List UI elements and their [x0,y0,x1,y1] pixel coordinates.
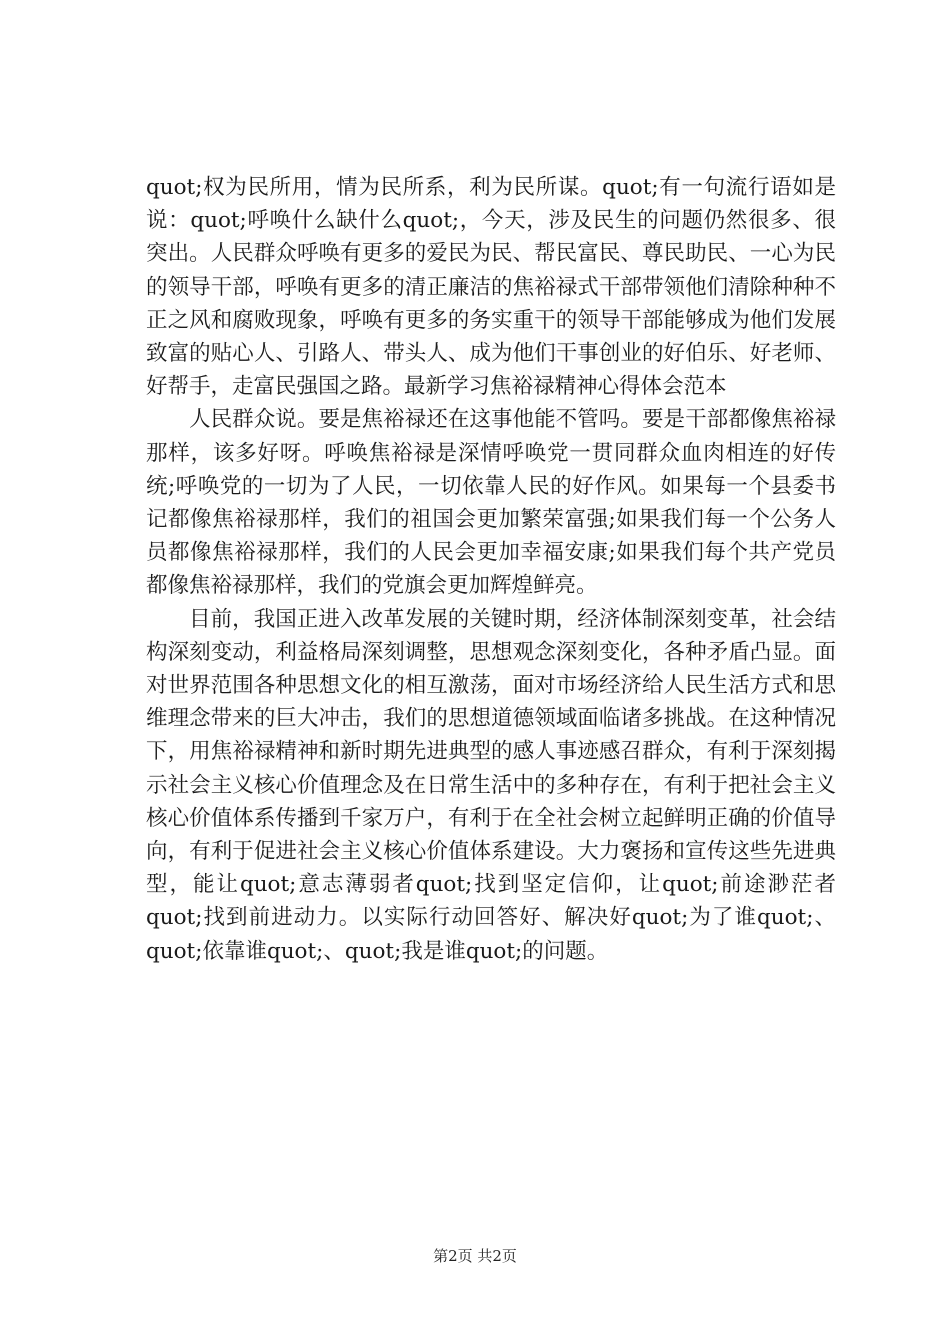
paragraph-1: quot;权为民所用，情为民所系，利为民所谋。quot;有一句流行语如是说：quot;呼唤什么缺什么quot;，今天，涉及民生的问题仍然很多、很突出。人民群众呼唤有更多的爱民为民、帮民富民、尊民助民、一心为民的领导干部，呼唤有更多的清正廉洁的焦裕禄式干部带领他们清除种种不正之风和腐败现象，呼唤有更多的务实重干的领导干部能够成为他们发展致富的贴心人、引路人、带头人、成为他们干事创业的好伯乐、好老师、好帮手，走富民强国之路。最新学习焦裕禄精神心得体会范本 [146,175,836,400]
paragraph-3: 目前，我国正进入改革发展的关键时期，经济体制深刻变革，社会结构深刻变动，利益格局深刻调整，思想观念深刻变化，各种矛盾凸显。面对世界范围各种思想文化的相互激荡，面对市场经济给人民生活方式和思维理念带来的巨大冲击，我们的思想道德领域面临诸多挑战。在这种情况下，用焦裕禄精神和新时期先进典型的感人事迹感召群众，有利于深刻揭示社会主义核心价值理念及在日常生活中的多种存在，有利于把社会主义核心价值体系传播到千家万户，有利于在全社会树立起鲜明正确的价值导向，有利于促进社会主义核心价值体系建设。大力褒扬和宣传这些先进典型，能让quot;意志薄弱者quot;找到坚定信仰，让quot;前途渺茫者quot;找到前进动力。以实际行动回答好、解决好quot;为了谁quot;、quot;依靠谁quot;、quot;我是谁quot;的问题。 [146,606,836,964]
paragraph-2: 人民群众说。要是焦裕禄还在这事他能不管吗。要是干部都像焦裕禄那样，该多好呀。呼唤焦裕禄是深情呼唤党一贯同群众血肉相连的好传统;呼唤党的一切为了人民，一切依靠人民的好作风。如果每一个县委书记都像焦裕禄那样，我们的祖国会更加繁荣富强;如果我们每一个公务人员都像焦裕禄那样，我们的人民会更加幸福安康;如果我们每个共产党员都像焦裕禄那样，我们的党旗会更加辉煌鲜亮。 [146,407,836,599]
document-body [146,171,836,968]
page-number-footer: 第2页 共2页 [433,1247,517,1265]
